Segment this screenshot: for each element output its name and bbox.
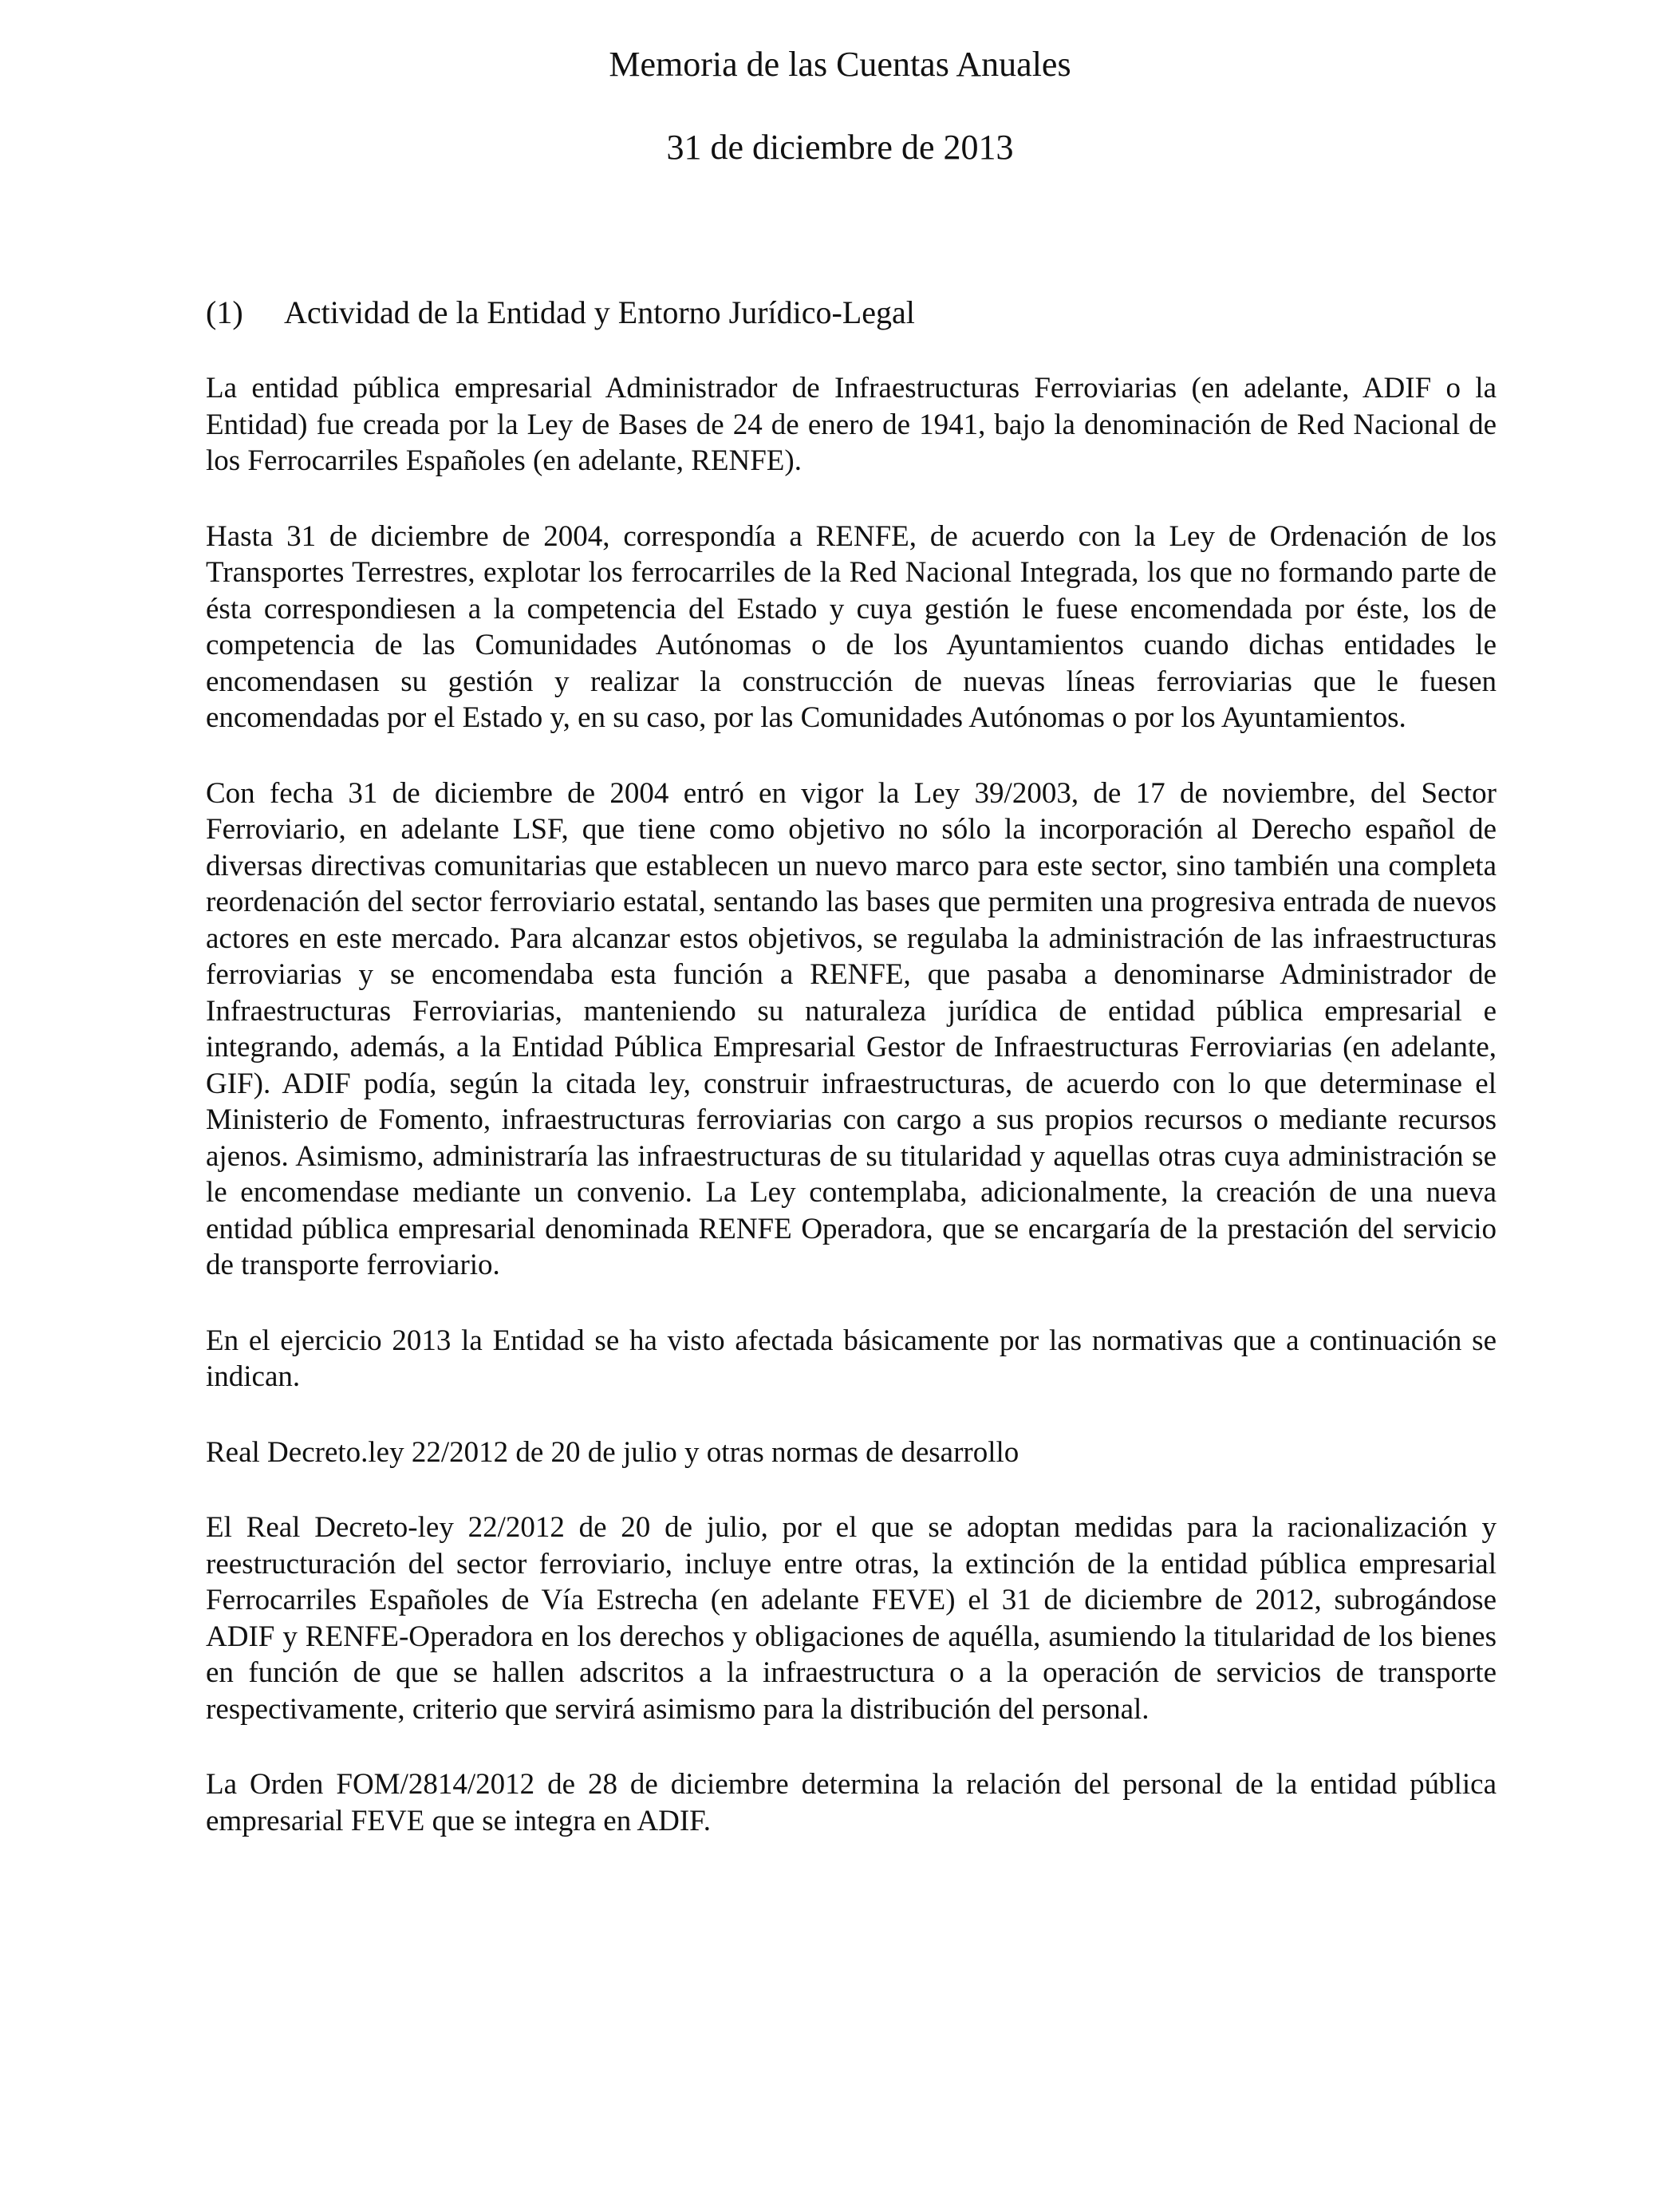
section-body — [206, 370, 1497, 1878]
section-number: (1) — [206, 294, 243, 330]
paragraph-feve-extinction: El Real Decreto-ley 22/2012 de 20 de julio, por el que se adoptan medidas para la racionalización y reestructuración del sector ferroviario, incluye entre otras, la extinción de la entidad pública empresarial Ferrocarriles Españoles de Vía Estrecha (en adelante FEVE) el 31 de diciembre de 2012, subrogándose ADIF y RENFE-Operadora en los derechos y obligaciones de aquélla, asumiendo la titularidad de los bienes en función de que se hallen adscritos a la infraestructura o a la operación de servicios de transporte respectivamente, criterio que servirá asimismo para la distribución del personal. — [206, 1511, 1497, 1726]
paragraph-entity-creation: La entidad pública empresarial Administrador de Infraestructuras Ferroviarias (en adelante, ADIF o la Entidad) fue creada por la Ley de Bases de 24 de enero de 1941, bajo la denominación de Red Nacional de los Ferrocarriles Españoles (en adelante, RENFE). — [206, 372, 1497, 477]
paragraph-lsf-law: Con fecha 31 de diciembre de 2004 entró en vigor la Ley 39/2003, de 17 de noviembre, del Sector Ferroviario, en adelante LSF, que tiene como objetivo no sólo la incorporación al Derecho español de diversas directivas comunitarias que establecen un nuevo marco para este sector, sino también una completa reordenación del sector ferroviario estatal, sentando las bases que permiten una progresiva entrada de nuevos actores en este mercado. Para alcanzar estos objetivos, se regulaba la administración de las infraestructuras ferroviarias y se encomendaba esta función a RENFE, que pasaba a denominarse Administrador de Infraestructuras Ferroviarias, manteniendo su naturaleza jurídica de entidad pública empresarial e integrando, además, a la Entidad Pública Empresarial Gestor de Infraestructuras Ferroviarias (en adelante, GIF). ADIF podía, según la citada ley, construir infraestructuras, de acuerdo con lo que determinase el Ministerio de Fomento, infraestructuras ferroviarias con cargo a sus propios recursos o mediante recursos ajenos. Asimismo, administraría las infraestructuras de su titularidad y aquellas otras cuya administración se le encomendase mediante un convenio. La Ley contemplaba, adicionalmente, la creación de una nueva entidad pública empresarial denominada RENFE Operadora, que se encargaría de la prestación del servicio de transporte ferroviario. — [206, 776, 1497, 1281]
paragraph-orden-fom: La Orden FOM/2814/2012 de 28 de diciembre determina la relación del personal de la entidad pública empresarial FEVE que se integra en ADIF. — [206, 1768, 1497, 1837]
paragraph-renfe-history: Hasta 31 de diciembre de 2004, correspondía a RENFE, de acuerdo con la Ley de Ordenación de los Transportes Terrestres, explotar los ferrocarriles de la Red Nacional Integrada, los que no formando parte de ésta correspondiesen a la competencia del Estado y cuya gestión le fuese encomendada por éste, los de competencia de las Comunidades Autónomas o de los Ayuntamientos cuando dichas entidades le encomendasen su gestión y realizar la construcción de nuevas líneas ferroviarias que le fuesen encomendadas por el Estado y, en su caso, por las Comunidades Autónomas o por los Ayuntamientos. — [206, 519, 1497, 734]
document-date: 31 de diciembre de 2013 — [666, 128, 1014, 167]
section-heading — [206, 294, 1498, 332]
document-title: Memoria de las Cuentas Anuales — [609, 45, 1071, 84]
section-title: Actividad de la Entidad y Entorno Jurídico-Legal — [284, 294, 915, 330]
subheading-real-decreto: Real Decreto.ley 22/2012 de 20 de julio y otras normas de desarrollo — [206, 1435, 1019, 1469]
paragraph-2013-regulations: En el ejercicio 2013 la Entidad se ha visto afectada básicamente por las normativas que a continuación se indican. — [206, 1324, 1497, 1393]
